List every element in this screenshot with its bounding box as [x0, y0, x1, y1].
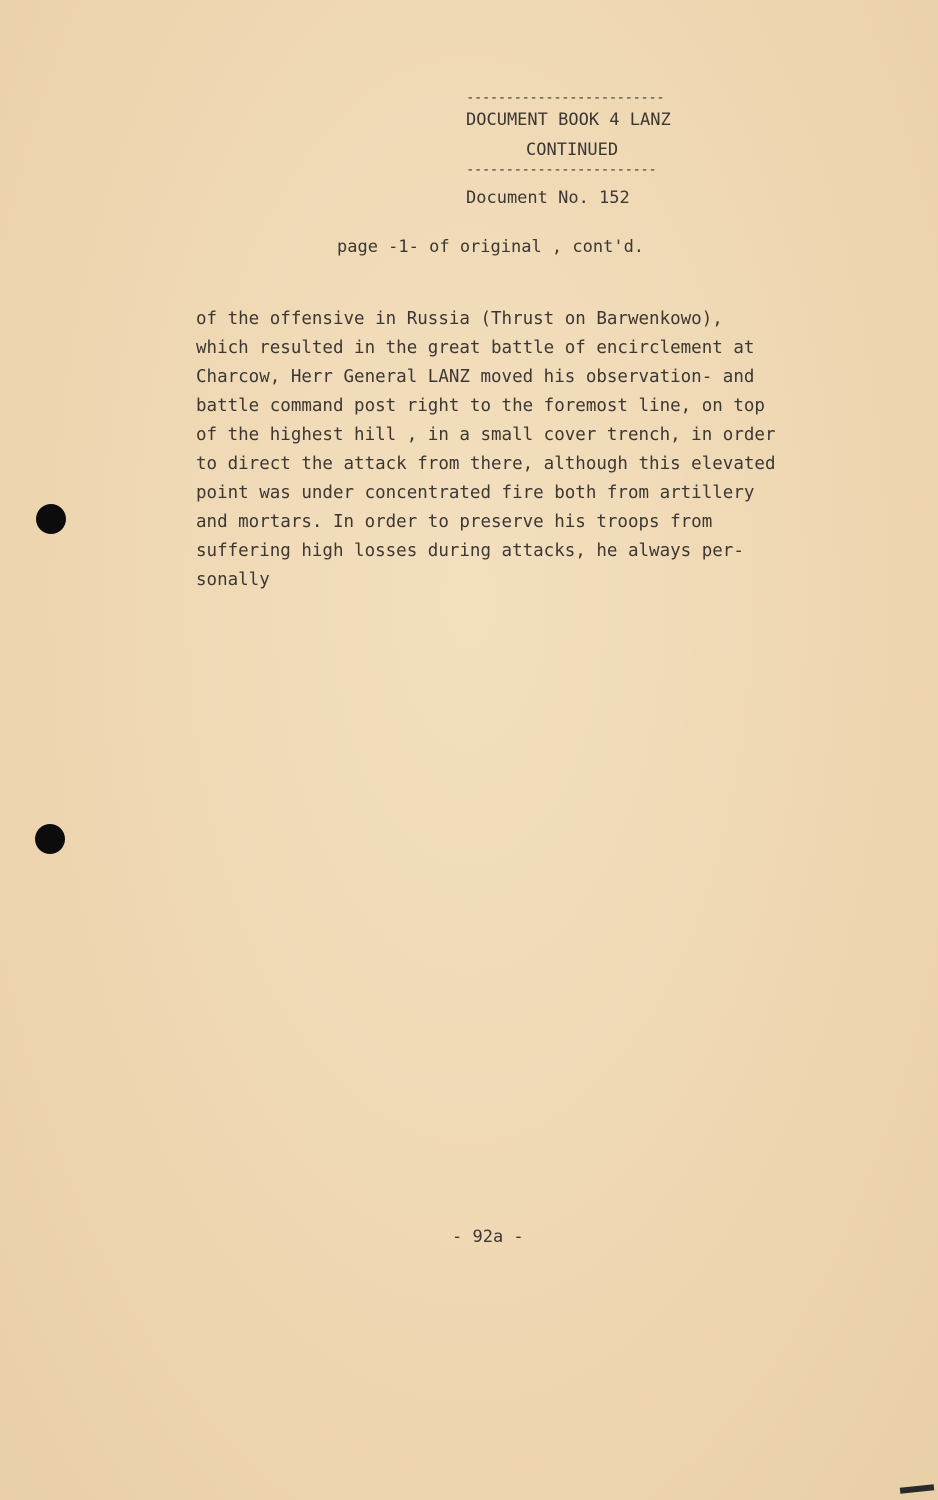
body-line: Charcow, Herr General LANZ moved his observation- and	[196, 367, 755, 387]
edge-ink-mark	[900, 1484, 934, 1494]
page-reference: page -1- of original , cont'd.	[337, 237, 645, 257]
header-rule-top: -------------------------	[466, 90, 665, 106]
body-line: and mortars. In order to preserve his troops from	[196, 512, 713, 532]
body-line: suffering high losses during attacks, he always per-	[196, 541, 744, 561]
body-line: of the offensive in Russia (Thrust on Barwenkowo),	[196, 309, 723, 329]
body-line: point was under concentrated fire both from artillery	[196, 483, 755, 503]
document-number: Document No. 152	[466, 188, 630, 208]
punch-hole-upper	[36, 504, 66, 534]
body-line: of the highest hill , in a small cover trench, in order	[196, 425, 776, 445]
page-number: - 92a -	[452, 1227, 524, 1247]
punch-hole-lower	[35, 824, 65, 854]
document-book-title: DOCUMENT BOOK 4 LANZ	[466, 110, 671, 130]
body-line: battle command post right to the foremost line, on top	[196, 396, 765, 416]
body-line: which resulted in the great battle of encirclement at	[196, 338, 755, 358]
body-line: sonally	[196, 570, 270, 590]
body-text	[196, 305, 876, 595]
continued-label: CONTINUED	[526, 140, 619, 160]
body-line: to direct the attack from there, although this elevated	[196, 454, 776, 474]
header-rule-bottom: ------------------------	[466, 162, 657, 178]
